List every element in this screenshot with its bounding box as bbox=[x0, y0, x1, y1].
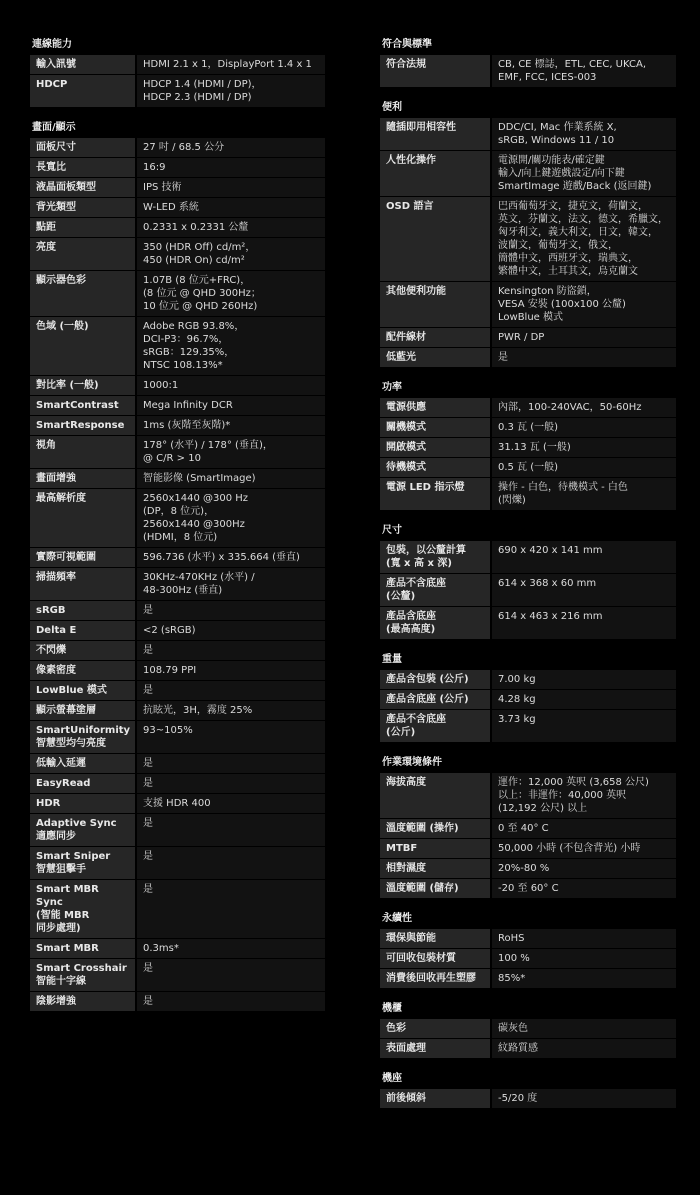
spec-value: 運作：12,000 英呎 (3,658 公尺) 以上：非運作：40,000 英呎 (12,192 公尺) 以上 bbox=[492, 773, 676, 818]
spec-section bbox=[380, 1068, 676, 1108]
spec-value: 1ms (灰階至灰階)* bbox=[137, 416, 325, 435]
spec-label: 電源 LED 指示燈 bbox=[380, 478, 490, 510]
spec-label: SmartContrast bbox=[30, 396, 135, 415]
spec-label: 人性化操作 bbox=[380, 151, 490, 196]
section-title: 重量 bbox=[382, 654, 402, 665]
spec-value: 電源開/關功能表/確定鍵 輸入/向上鍵遊戲設定/向下鍵 SmartImage 遊戲/Back (返回鍵) bbox=[492, 151, 676, 196]
spec-label: HDCP bbox=[30, 75, 135, 107]
spec-row bbox=[30, 469, 325, 488]
spec-value: CB, CE 標誌，ETL, CEC, UKCA, EMF, FCC, ICES-003 bbox=[492, 55, 676, 87]
spec-label: OSD 語言 bbox=[380, 197, 490, 281]
spec-value: 596.736 (水平) x 335.664 (垂直) bbox=[137, 548, 325, 567]
spec-value: 178° (水平) / 178° (垂直)， @ C/R > 10 bbox=[137, 436, 325, 468]
spec-row bbox=[30, 847, 325, 879]
spec-row bbox=[380, 690, 676, 709]
spec-section bbox=[380, 649, 676, 742]
spec-value: -20 至 60° C bbox=[492, 879, 676, 898]
spec-label: Smart MBR bbox=[30, 939, 135, 958]
spec-row bbox=[30, 814, 325, 846]
spec-section bbox=[380, 520, 676, 639]
spec-label: 配件線材 bbox=[380, 328, 490, 347]
spec-label: 對比率 (一般) bbox=[30, 376, 135, 395]
spec-row bbox=[380, 1039, 676, 1058]
spec-label: 色彩 bbox=[380, 1019, 490, 1038]
spec-value: 碳灰色 bbox=[492, 1019, 676, 1038]
section-title: 畫面/顯示 bbox=[32, 122, 76, 133]
spec-row bbox=[30, 548, 325, 567]
spec-label: 顯示器色彩 bbox=[30, 271, 135, 316]
spec-row bbox=[30, 218, 325, 237]
spec-row bbox=[30, 271, 325, 316]
spec-label: 長寬比 bbox=[30, 158, 135, 177]
spec-value: 16:9 bbox=[137, 158, 325, 177]
spec-label: 背光類型 bbox=[30, 198, 135, 217]
spec-label: 陰影增強 bbox=[30, 992, 135, 1011]
spec-label: 消費後回收再生塑膠 bbox=[380, 969, 490, 988]
spec-section bbox=[30, 34, 325, 107]
spec-value: 0 至 40° C bbox=[492, 819, 676, 838]
spec-label: Delta E bbox=[30, 621, 135, 640]
spec-value: 85%* bbox=[492, 969, 676, 988]
spec-value: 抗眩光，3H，霧度 25% bbox=[137, 701, 325, 720]
spec-label: 環保與節能 bbox=[380, 929, 490, 948]
section-title: 符合與標準 bbox=[382, 39, 432, 50]
spec-label: HDR bbox=[30, 794, 135, 813]
spec-value: DDC/CI, Mac 作業系統 X, sRGB, Windows 11 / 10 bbox=[492, 118, 676, 150]
section-title: 作業環境條件 bbox=[382, 757, 442, 768]
spec-value: 0.3ms* bbox=[137, 939, 325, 958]
spec-row bbox=[30, 794, 325, 813]
spec-row bbox=[380, 839, 676, 858]
spec-label: 面板尺寸 bbox=[30, 138, 135, 157]
spec-row bbox=[380, 710, 676, 742]
spec-value: 紋路質感 bbox=[492, 1039, 676, 1058]
spec-value: 智能影像 (SmartImage) bbox=[137, 469, 325, 488]
spec-value: RoHS bbox=[492, 929, 676, 948]
spec-value: 4.28 kg bbox=[492, 690, 676, 709]
spec-value: 是 bbox=[137, 880, 325, 938]
spec-row bbox=[30, 641, 325, 660]
section-title: 連線能力 bbox=[32, 39, 72, 50]
spec-row bbox=[380, 607, 676, 639]
spec-row bbox=[30, 621, 325, 640]
spec-row bbox=[380, 859, 676, 878]
spec-value: 內部，100-240VAC，50-60Hz bbox=[492, 398, 676, 417]
spec-row bbox=[380, 197, 676, 281]
spec-value: 是 bbox=[137, 774, 325, 793]
spec-label: 隨插即用相容性 bbox=[380, 118, 490, 150]
spec-section bbox=[380, 752, 676, 898]
spec-label: 前後傾斜 bbox=[380, 1089, 490, 1108]
spec-row bbox=[380, 969, 676, 988]
spec-value: 0.5 瓦 (一般) bbox=[492, 458, 676, 477]
spec-label: 表面處理 bbox=[380, 1039, 490, 1058]
spec-value: 是 bbox=[137, 992, 325, 1011]
spec-label: 亮度 bbox=[30, 238, 135, 270]
spec-label: 其他便利功能 bbox=[380, 282, 490, 327]
spec-row bbox=[30, 376, 325, 395]
spec-row bbox=[380, 328, 676, 347]
spec-label: Smart Crosshair 智能十字線 bbox=[30, 959, 135, 991]
spec-value: 20%-80 % bbox=[492, 859, 676, 878]
section-title: 功率 bbox=[382, 382, 402, 393]
spec-value: 是 bbox=[137, 601, 325, 620]
spec-row bbox=[30, 880, 325, 938]
spec-row bbox=[30, 939, 325, 958]
spec-row bbox=[380, 282, 676, 327]
spec-row bbox=[30, 138, 325, 157]
spec-row bbox=[30, 568, 325, 600]
spec-label: Smart MBR Sync (智能 MBR 同步處理) bbox=[30, 880, 135, 938]
spec-value: -5/20 度 bbox=[492, 1089, 676, 1108]
spec-label: 海拔高度 bbox=[380, 773, 490, 818]
spec-row bbox=[380, 398, 676, 417]
spec-label: SmartResponse bbox=[30, 416, 135, 435]
spec-label: 液晶面板類型 bbox=[30, 178, 135, 197]
spec-row bbox=[30, 75, 325, 107]
spec-label: 最高解析度 bbox=[30, 489, 135, 547]
spec-row bbox=[380, 929, 676, 948]
spec-section bbox=[380, 97, 676, 367]
spec-label: 產品含包裝 (公斤) bbox=[380, 670, 490, 689]
spec-value: IPS 技術 bbox=[137, 178, 325, 197]
spec-value: HDCP 1.4 (HDMI / DP)， HDCP 2.3 (HDMI / DP) bbox=[137, 75, 325, 107]
spec-value: 93~105% bbox=[137, 721, 325, 753]
spec-label: 電源供應 bbox=[380, 398, 490, 417]
spec-row bbox=[30, 754, 325, 773]
spec-row bbox=[30, 416, 325, 435]
spec-label: 溫度範圍 (儲存) bbox=[380, 879, 490, 898]
spec-row bbox=[380, 151, 676, 196]
spec-row bbox=[380, 348, 676, 367]
spec-value: HDMI 2.1 x 1，DisplayPort 1.4 x 1 bbox=[137, 55, 325, 74]
spec-label: 關機模式 bbox=[380, 418, 490, 437]
spec-label: 可回收包裝材質 bbox=[380, 949, 490, 968]
spec-label: 產品不含底座 (公釐) bbox=[380, 574, 490, 606]
spec-value: PWR / DP bbox=[492, 328, 676, 347]
spec-row bbox=[30, 661, 325, 680]
spec-label: MTBF bbox=[380, 839, 490, 858]
spec-row bbox=[30, 701, 325, 720]
spec-section bbox=[380, 34, 676, 87]
spec-value: 1.07B (8 位元+FRC)， (8 位元 @ QHD 300Hz； 10 位元 @ QHD 260Hz) bbox=[137, 271, 325, 316]
spec-row bbox=[30, 959, 325, 991]
spec-row bbox=[380, 478, 676, 510]
section-title: 尺寸 bbox=[382, 525, 402, 536]
spec-row bbox=[380, 1089, 676, 1108]
spec-value: 350 (HDR Off) cd/m²， 450 (HDR On) cd/m² bbox=[137, 238, 325, 270]
spec-value: 巴西葡萄牙文，捷克文，荷蘭文， 英文，芬蘭文，法文，德文，希臘文， 匈牙利文，義大利文，日文，韓文， 波蘭文，葡萄牙文，俄文， 簡體中文，西班牙文，瑞典文， 繁體中文，土耳其文，烏克蘭文 bbox=[492, 197, 676, 281]
spec-value: 614 x 368 x 60 mm bbox=[492, 574, 676, 606]
spec-value: 0.2331 x 0.2331 公釐 bbox=[137, 218, 325, 237]
spec-value: 2560x1440 @300 Hz (DP，8 位元)， 2560x1440 @300Hz (HDMI，8 位元) bbox=[137, 489, 325, 547]
spec-label: sRGB bbox=[30, 601, 135, 620]
spec-row bbox=[380, 55, 676, 87]
spec-label: SmartUniformity 智慧型均勻亮度 bbox=[30, 721, 135, 753]
spec-section bbox=[30, 117, 325, 1011]
spec-value: 31.13 瓦 (一般) bbox=[492, 438, 676, 457]
spec-value: 是 bbox=[137, 959, 325, 991]
spec-label: 色域 (一般) bbox=[30, 317, 135, 375]
spec-label: 產品含底座 (公斤) bbox=[380, 690, 490, 709]
spec-label: 低藍光 bbox=[380, 348, 490, 367]
spec-value: 是 bbox=[492, 348, 676, 367]
spec-row bbox=[380, 118, 676, 150]
spec-value: 30KHz-470KHz (水平) / 48-300Hz (垂直) bbox=[137, 568, 325, 600]
spec-label: 低輸入延遲 bbox=[30, 754, 135, 773]
spec-value: 是 bbox=[137, 847, 325, 879]
spec-value: 是 bbox=[137, 641, 325, 660]
spec-label: 顯示螢幕塗層 bbox=[30, 701, 135, 720]
spec-value: Mega Infinity DCR bbox=[137, 396, 325, 415]
spec-row bbox=[30, 55, 325, 74]
spec-value: 108.79 PPI bbox=[137, 661, 325, 680]
spec-label: EasyRead bbox=[30, 774, 135, 793]
spec-row bbox=[380, 458, 676, 477]
spec-row bbox=[30, 198, 325, 217]
spec-row bbox=[30, 436, 325, 468]
spec-label: 符合法規 bbox=[380, 55, 490, 87]
spec-row bbox=[380, 879, 676, 898]
spec-value: 27 吋 / 68.5 公分 bbox=[137, 138, 325, 157]
spec-value: 是 bbox=[137, 754, 325, 773]
left-column bbox=[30, 34, 325, 1021]
spec-row bbox=[30, 396, 325, 415]
spec-section bbox=[380, 998, 676, 1058]
spec-label: 待機模式 bbox=[380, 458, 490, 477]
spec-label: 產品不含底座 (公斤) bbox=[380, 710, 490, 742]
spec-row bbox=[380, 1019, 676, 1038]
section-title: 永續性 bbox=[382, 913, 412, 924]
spec-label: 點距 bbox=[30, 218, 135, 237]
spec-value: 是 bbox=[137, 814, 325, 846]
spec-section bbox=[380, 908, 676, 988]
spec-row bbox=[380, 819, 676, 838]
spec-row bbox=[380, 438, 676, 457]
spec-row bbox=[380, 418, 676, 437]
spec-row bbox=[30, 774, 325, 793]
spec-value: <2 (sRGB) bbox=[137, 621, 325, 640]
right-column bbox=[380, 34, 676, 1118]
spec-label: 掃描頻率 bbox=[30, 568, 135, 600]
spec-row bbox=[380, 773, 676, 818]
spec-label: 像素密度 bbox=[30, 661, 135, 680]
spec-label: 開啟模式 bbox=[380, 438, 490, 457]
spec-value: 1000:1 bbox=[137, 376, 325, 395]
spec-row bbox=[380, 574, 676, 606]
spec-value: 614 x 463 x 216 mm bbox=[492, 607, 676, 639]
spec-row bbox=[30, 992, 325, 1011]
spec-value: 0.3 瓦 (一般) bbox=[492, 418, 676, 437]
spec-row bbox=[30, 681, 325, 700]
spec-row bbox=[30, 489, 325, 547]
spec-label: 輸入訊號 bbox=[30, 55, 135, 74]
spec-row bbox=[30, 317, 325, 375]
section-title: 便利 bbox=[382, 102, 402, 113]
spec-label: 不閃爍 bbox=[30, 641, 135, 660]
spec-value: 100 % bbox=[492, 949, 676, 968]
spec-label: 產品含底座 (最高高度) bbox=[380, 607, 490, 639]
spec-row bbox=[30, 158, 325, 177]
spec-value: 3.73 kg bbox=[492, 710, 676, 742]
spec-value: Adobe RGB 93.8%， DCI-P3：96.7%， sRGB：129.35%， NTSC 108.13%* bbox=[137, 317, 325, 375]
spec-value: W-LED 系統 bbox=[137, 198, 325, 217]
spec-row bbox=[30, 601, 325, 620]
spec-label: 畫面增強 bbox=[30, 469, 135, 488]
spec-label: LowBlue 模式 bbox=[30, 681, 135, 700]
spec-row bbox=[30, 238, 325, 270]
spec-value: 是 bbox=[137, 681, 325, 700]
spec-row bbox=[30, 721, 325, 753]
spec-label: Adaptive Sync 適應同步 bbox=[30, 814, 135, 846]
spec-label: 視角 bbox=[30, 436, 135, 468]
spec-label: 溫度範圍 (操作) bbox=[380, 819, 490, 838]
spec-value: 操作 - 白色，待機模式 - 白色 (閃爍) bbox=[492, 478, 676, 510]
spec-label: 實際可視範圍 bbox=[30, 548, 135, 567]
spec-row bbox=[30, 178, 325, 197]
spec-value: Kensington 防盜鎖， VESA 安裝 (100x100 公釐) LowBlue 模式 bbox=[492, 282, 676, 327]
spec-row bbox=[380, 541, 676, 573]
spec-row bbox=[380, 670, 676, 689]
section-title: 機櫃 bbox=[382, 1003, 402, 1014]
spec-section bbox=[380, 377, 676, 510]
spec-value: 支援 HDR 400 bbox=[137, 794, 325, 813]
spec-row bbox=[380, 949, 676, 968]
spec-label: 包裝，以公釐計算 (寬 x 高 x 深) bbox=[380, 541, 490, 573]
spec-value: 7.00 kg bbox=[492, 670, 676, 689]
section-title: 機座 bbox=[382, 1073, 402, 1084]
spec-value: 50,000 小時 (不包含背光) 小時 bbox=[492, 839, 676, 858]
spec-label: Smart Sniper 智慧狙擊手 bbox=[30, 847, 135, 879]
spec-value: 690 x 420 x 141 mm bbox=[492, 541, 676, 573]
spec-label: 相對濕度 bbox=[380, 859, 490, 878]
